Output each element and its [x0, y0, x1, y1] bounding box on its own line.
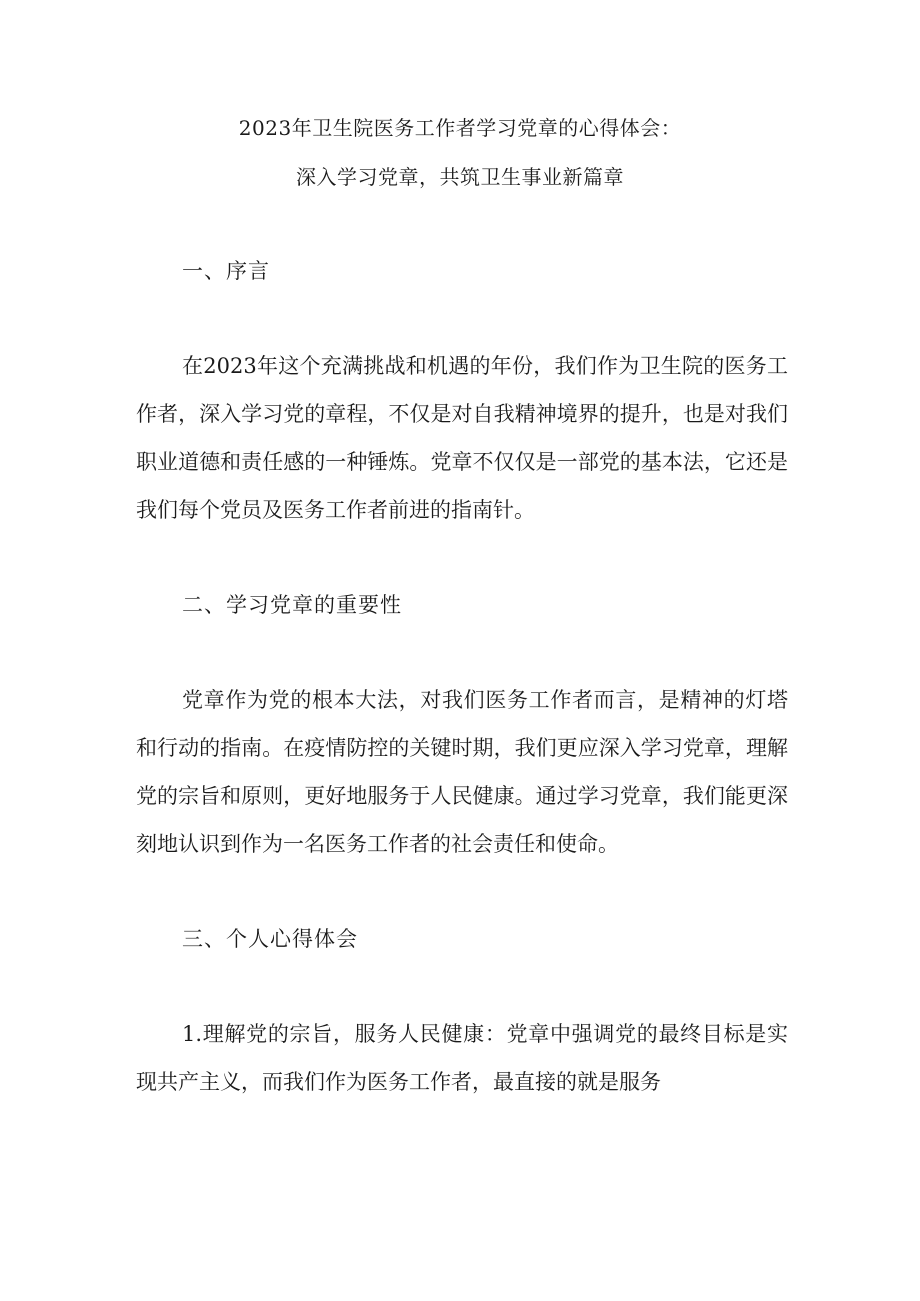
document-subtitle: 深入学习党章，共筑卫生事业新篇章: [296, 165, 624, 189]
section-heading-importance: 二、学习党章的重要性: [182, 593, 402, 617]
section-paragraph-reflections: 1.理解党的宗旨，服务人民健康：党章中强调党的最终目标是实现共产主义，而我们作为医务工作者，最直接的就是服务: [136, 1022, 788, 1094]
section-heading-reflections: 三、个人心得体会: [182, 927, 358, 951]
section-paragraph-preface: 在2023年这个充满挑战和机遇的年份，我们作为卫生院的医务工作者，深入学习党的章程，不仅是对自我精神境界的提升，也是对我们职业道德和责任感的一种锤炼。党章不仅仅是一部党的基本法，它还是我们每个党员及医务工作者前进的指南针。: [136, 354, 788, 522]
section-paragraph-importance: 党章作为党的根本大法，对我们医务工作者而言，是精神的灯塔和行动的指南。在疫情防控的关键时期，我们更应深入学习党章，理解党的宗旨和原则，更好地服务于人民健康。通过学习党章，我们能更深刻地认识到作为一名医务工作者的社会责任和使命。: [136, 688, 788, 856]
section-heading-preface: 一、序言: [182, 259, 270, 283]
document-title: 2023年卫生院医务工作者学习党章的心得体会：: [238, 116, 682, 140]
